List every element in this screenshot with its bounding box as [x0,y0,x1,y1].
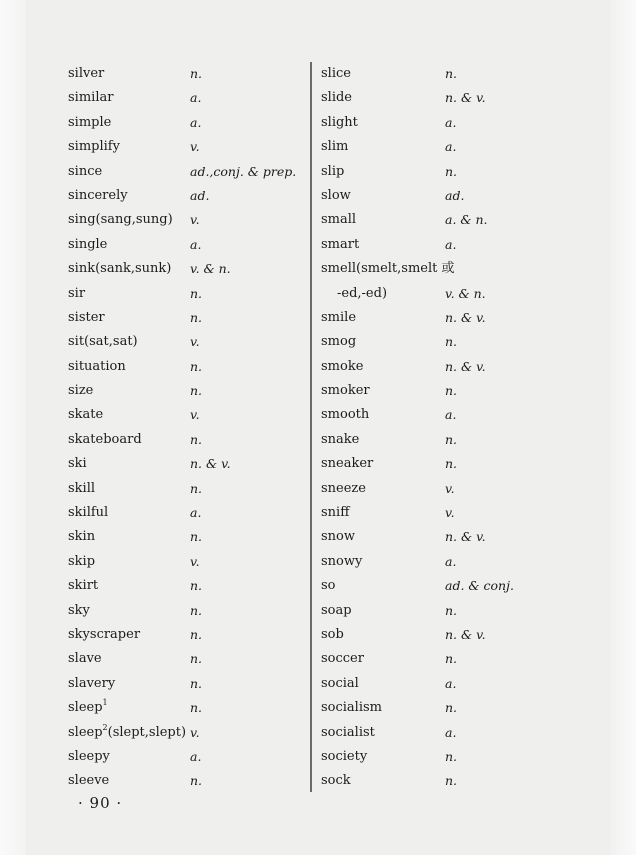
headword [68,501,108,525]
headword [321,428,359,452]
part-of-speech: v. [190,139,200,155]
headword [68,452,87,476]
word-entry [321,257,581,281]
word-entry [68,160,308,184]
headword [321,672,359,696]
headword-text: so [321,578,336,594]
word-entry [321,184,581,208]
headword [321,525,355,549]
headword [68,330,138,354]
headword [321,574,336,598]
word-entry [321,647,581,671]
headword [68,355,126,379]
part-of-speech: n. [190,773,203,789]
part-of-speech: n. [445,748,458,764]
headword [68,599,90,623]
headword [321,160,344,184]
word-entry [321,62,581,86]
headword-text: simplify [68,139,120,155]
word-entry [68,550,308,574]
headword-text: sniff [321,505,350,521]
headword [68,574,98,598]
word-entry [68,501,308,525]
word-entry [68,525,308,549]
headword-text: society [321,748,368,764]
part-of-speech: v. [190,407,200,423]
headword [321,62,351,86]
word-entry [321,769,581,793]
word-entry [68,86,308,110]
word-entry [68,428,308,452]
word-entry [68,355,308,379]
headword [68,525,95,549]
headword [321,86,352,110]
word-entry [321,379,581,403]
part-of-speech: a. [190,236,202,252]
word-entry [321,745,581,769]
word-entry [321,355,581,379]
headword [68,745,110,769]
headword-text: sneeze [321,480,366,496]
word-entry [321,525,581,549]
word-entry [68,282,308,306]
part-of-speech: n. [190,578,203,594]
word-entry [321,477,581,501]
part-of-speech: a. [445,407,457,423]
word-entry [68,233,308,257]
headword-text: silver [68,66,105,81]
headword-text: skip [68,553,96,569]
word-entry [68,599,308,623]
word-entry [321,135,581,159]
part-of-speech: n. [190,285,203,301]
part-of-speech: n. [190,651,203,667]
headword-text: snowy [321,553,363,569]
headword-text: smooth [321,407,370,423]
part-of-speech: a. [445,724,457,740]
part-of-speech: n. & v. [190,456,231,472]
word-entry [321,282,581,306]
headword [68,233,107,257]
headword-text: slow [321,187,351,203]
part-of-speech: n. [190,700,203,716]
word-entry [321,623,581,647]
inflection-forms: (slept,slept) [107,724,187,740]
part-of-speech: v. [445,480,455,496]
headword [68,111,111,135]
headword-text: sob [321,626,344,642]
headword [68,135,120,159]
part-of-speech: a. [190,90,202,106]
word-entry [321,403,581,427]
headword-text: slight [321,114,358,130]
headword-text: skilful [68,505,109,521]
headword [68,379,93,403]
headword-text: similar [68,90,114,106]
word-entry [68,452,308,476]
headword [321,111,358,135]
headword [68,257,171,281]
headword-text: sleeve [68,773,110,789]
part-of-speech: n. & v. [445,90,486,106]
page-margin-right [610,0,636,855]
word-entry [321,721,581,745]
headword-text: soccer [321,651,364,667]
homograph-number: 1 [102,698,108,708]
headword-text: smile [321,309,357,325]
headword [68,208,173,232]
headword-text: since [68,163,103,179]
headword [68,769,109,793]
part-of-speech: a. [445,553,457,569]
headword [321,355,363,379]
part-of-speech: n. [190,431,203,447]
word-entry [68,721,308,745]
headword [68,647,102,671]
headword-text: slim [321,139,349,155]
headword-text: skill [68,480,96,496]
part-of-speech: n. [190,529,203,545]
part-of-speech: n. [445,66,458,81]
headword [68,696,108,720]
word-entry [321,672,581,696]
headword-text: snake [321,431,360,447]
word-entry [68,111,308,135]
word-entry [68,62,308,86]
headword [321,330,356,354]
part-of-speech: n. [445,700,458,716]
headword [321,477,366,501]
part-of-speech: ad. [190,187,210,203]
headword-text: slip [321,163,345,179]
part-of-speech: v. [190,724,200,740]
word-entry [68,257,308,281]
part-of-speech: a. [190,114,202,130]
headword [68,184,128,208]
part-of-speech: n. [445,602,458,618]
word-entry [68,745,308,769]
word-entry [68,306,308,330]
part-of-speech: n. [190,602,203,618]
word-list-right-column [321,62,581,794]
part-of-speech: a. [445,114,457,130]
headword-text: smog [321,334,357,350]
headword-text: skateboard [68,431,142,447]
column-divider [310,62,312,792]
headword [68,403,103,427]
part-of-speech: ad.,conj. & prep. [190,163,297,179]
part-of-speech: v. & n. [190,261,231,277]
headword [68,623,140,647]
headword-text: smoke [321,358,364,374]
headword-text: soap [321,602,352,618]
headword [321,379,370,403]
headword-text: ski [68,456,87,472]
part-of-speech: v. & n. [445,285,486,301]
word-entry [68,379,308,403]
headword-text: skate [68,407,104,423]
headword-text: sleep [68,700,103,716]
word-entry [68,647,308,671]
word-entry [321,574,581,598]
part-of-speech: v. [190,334,200,350]
headword-text: small [321,212,357,228]
word-entry [321,111,581,135]
headword-text: sleep [68,724,103,740]
part-of-speech: n. & v. [445,626,486,642]
headword [321,135,348,159]
part-of-speech: n. & v. [445,529,486,545]
headword [321,403,369,427]
headword-text: slave [68,651,102,667]
headword [321,745,367,769]
headword [68,550,95,574]
headword-text: skirt [68,578,99,594]
headword-text: sneaker [321,456,374,472]
headword-text: socialist [321,724,375,740]
headword-text: slice [321,66,351,81]
headword [68,62,104,86]
headword-text: sit(sat,sat) [68,334,138,350]
headword-text: situation [68,358,126,374]
word-entry [321,599,581,623]
part-of-speech: a. [190,505,202,521]
headword [321,769,351,793]
headword-text: sky [68,602,90,618]
part-of-speech: n. [190,309,203,325]
headword [321,452,373,476]
word-entry [68,403,308,427]
word-list-left-column [68,62,308,794]
part-of-speech: v. [445,505,455,521]
headword-text: slavery [68,675,116,691]
part-of-speech: n. [445,651,458,667]
headword [321,184,351,208]
headword-text: sink(sank,sunk) [68,261,172,277]
headword [68,86,113,110]
word-entry [321,330,581,354]
headword [321,233,359,257]
word-entry [68,623,308,647]
word-entry [68,184,308,208]
part-of-speech: a. [190,748,202,764]
headword-text: -ed,-ed) [337,285,388,301]
part-of-speech: a. [445,675,457,691]
word-entry [68,135,308,159]
part-of-speech: n. [190,675,203,691]
word-entry [68,477,308,501]
part-of-speech: a. & n. [445,212,488,228]
headword [68,672,115,696]
headword-text: sincerely [68,187,128,203]
headword [68,282,85,306]
word-entry [321,696,581,720]
headword-text: socialism [321,700,383,716]
part-of-speech: n. & v. [445,358,486,374]
part-of-speech: n. [445,773,458,789]
word-entry [68,208,308,232]
headword-text: sir [68,285,86,301]
part-of-speech: n. [190,626,203,642]
part-of-speech: n. & v. [445,309,486,325]
headword [321,501,349,525]
headword [321,306,356,330]
part-of-speech: n. [190,66,203,81]
headword [321,550,362,574]
part-of-speech: n. [445,431,458,447]
word-entry [321,306,581,330]
headword-text: skyscraper [68,626,141,642]
part-of-speech: n. [445,456,458,472]
headword-text: social [321,675,359,691]
word-entry [321,550,581,574]
headword [68,428,142,452]
page-margin-left [0,0,26,855]
page-number: · 90 · [78,794,123,812]
part-of-speech: n. [445,163,458,179]
headword-text: smell(smelt,smelt 或 [321,261,455,277]
headword [68,721,186,745]
word-entry [321,160,581,184]
headword [321,696,382,720]
word-entry [321,428,581,452]
word-entry [321,208,581,232]
part-of-speech: ad. [445,187,465,203]
headword [68,160,102,184]
part-of-speech: v. [190,212,200,228]
part-of-speech: a. [445,236,457,252]
headword-text: smoker [321,383,370,399]
headword [68,306,105,330]
headword [321,599,352,623]
word-entry [68,330,308,354]
word-entry [68,769,308,793]
headword [321,282,387,306]
part-of-speech: v. [190,553,200,569]
headword-text: sock [321,773,351,789]
headword [321,721,375,745]
part-of-speech: ad. & conj. [445,578,514,594]
word-entry [321,86,581,110]
homograph-number: 2 [102,722,108,732]
word-entry [321,501,581,525]
headword [321,208,356,232]
word-entry [68,574,308,598]
part-of-speech: n. [445,383,458,399]
headword-text: skin [68,529,96,545]
headword-text: slide [321,90,353,106]
part-of-speech: n. [445,334,458,350]
part-of-speech: n. [190,358,203,374]
headword-text: sister [68,309,105,325]
word-entry [68,696,308,720]
headword-text: single [68,236,108,252]
word-entry [321,452,581,476]
headword-text: sing(sang,sung) [68,212,173,228]
part-of-speech: n. [190,383,203,399]
headword [68,477,95,501]
word-entry [321,233,581,257]
headword [321,623,344,647]
headword [321,257,455,281]
part-of-speech: n. [190,480,203,496]
headword-text: smart [321,236,360,252]
headword [321,647,364,671]
headword-text: simple [68,114,112,130]
headword-text: snow [321,529,355,545]
headword-text: sleepy [68,748,110,764]
word-entry [68,672,308,696]
part-of-speech: a. [445,139,457,155]
headword-text: size [68,383,94,399]
